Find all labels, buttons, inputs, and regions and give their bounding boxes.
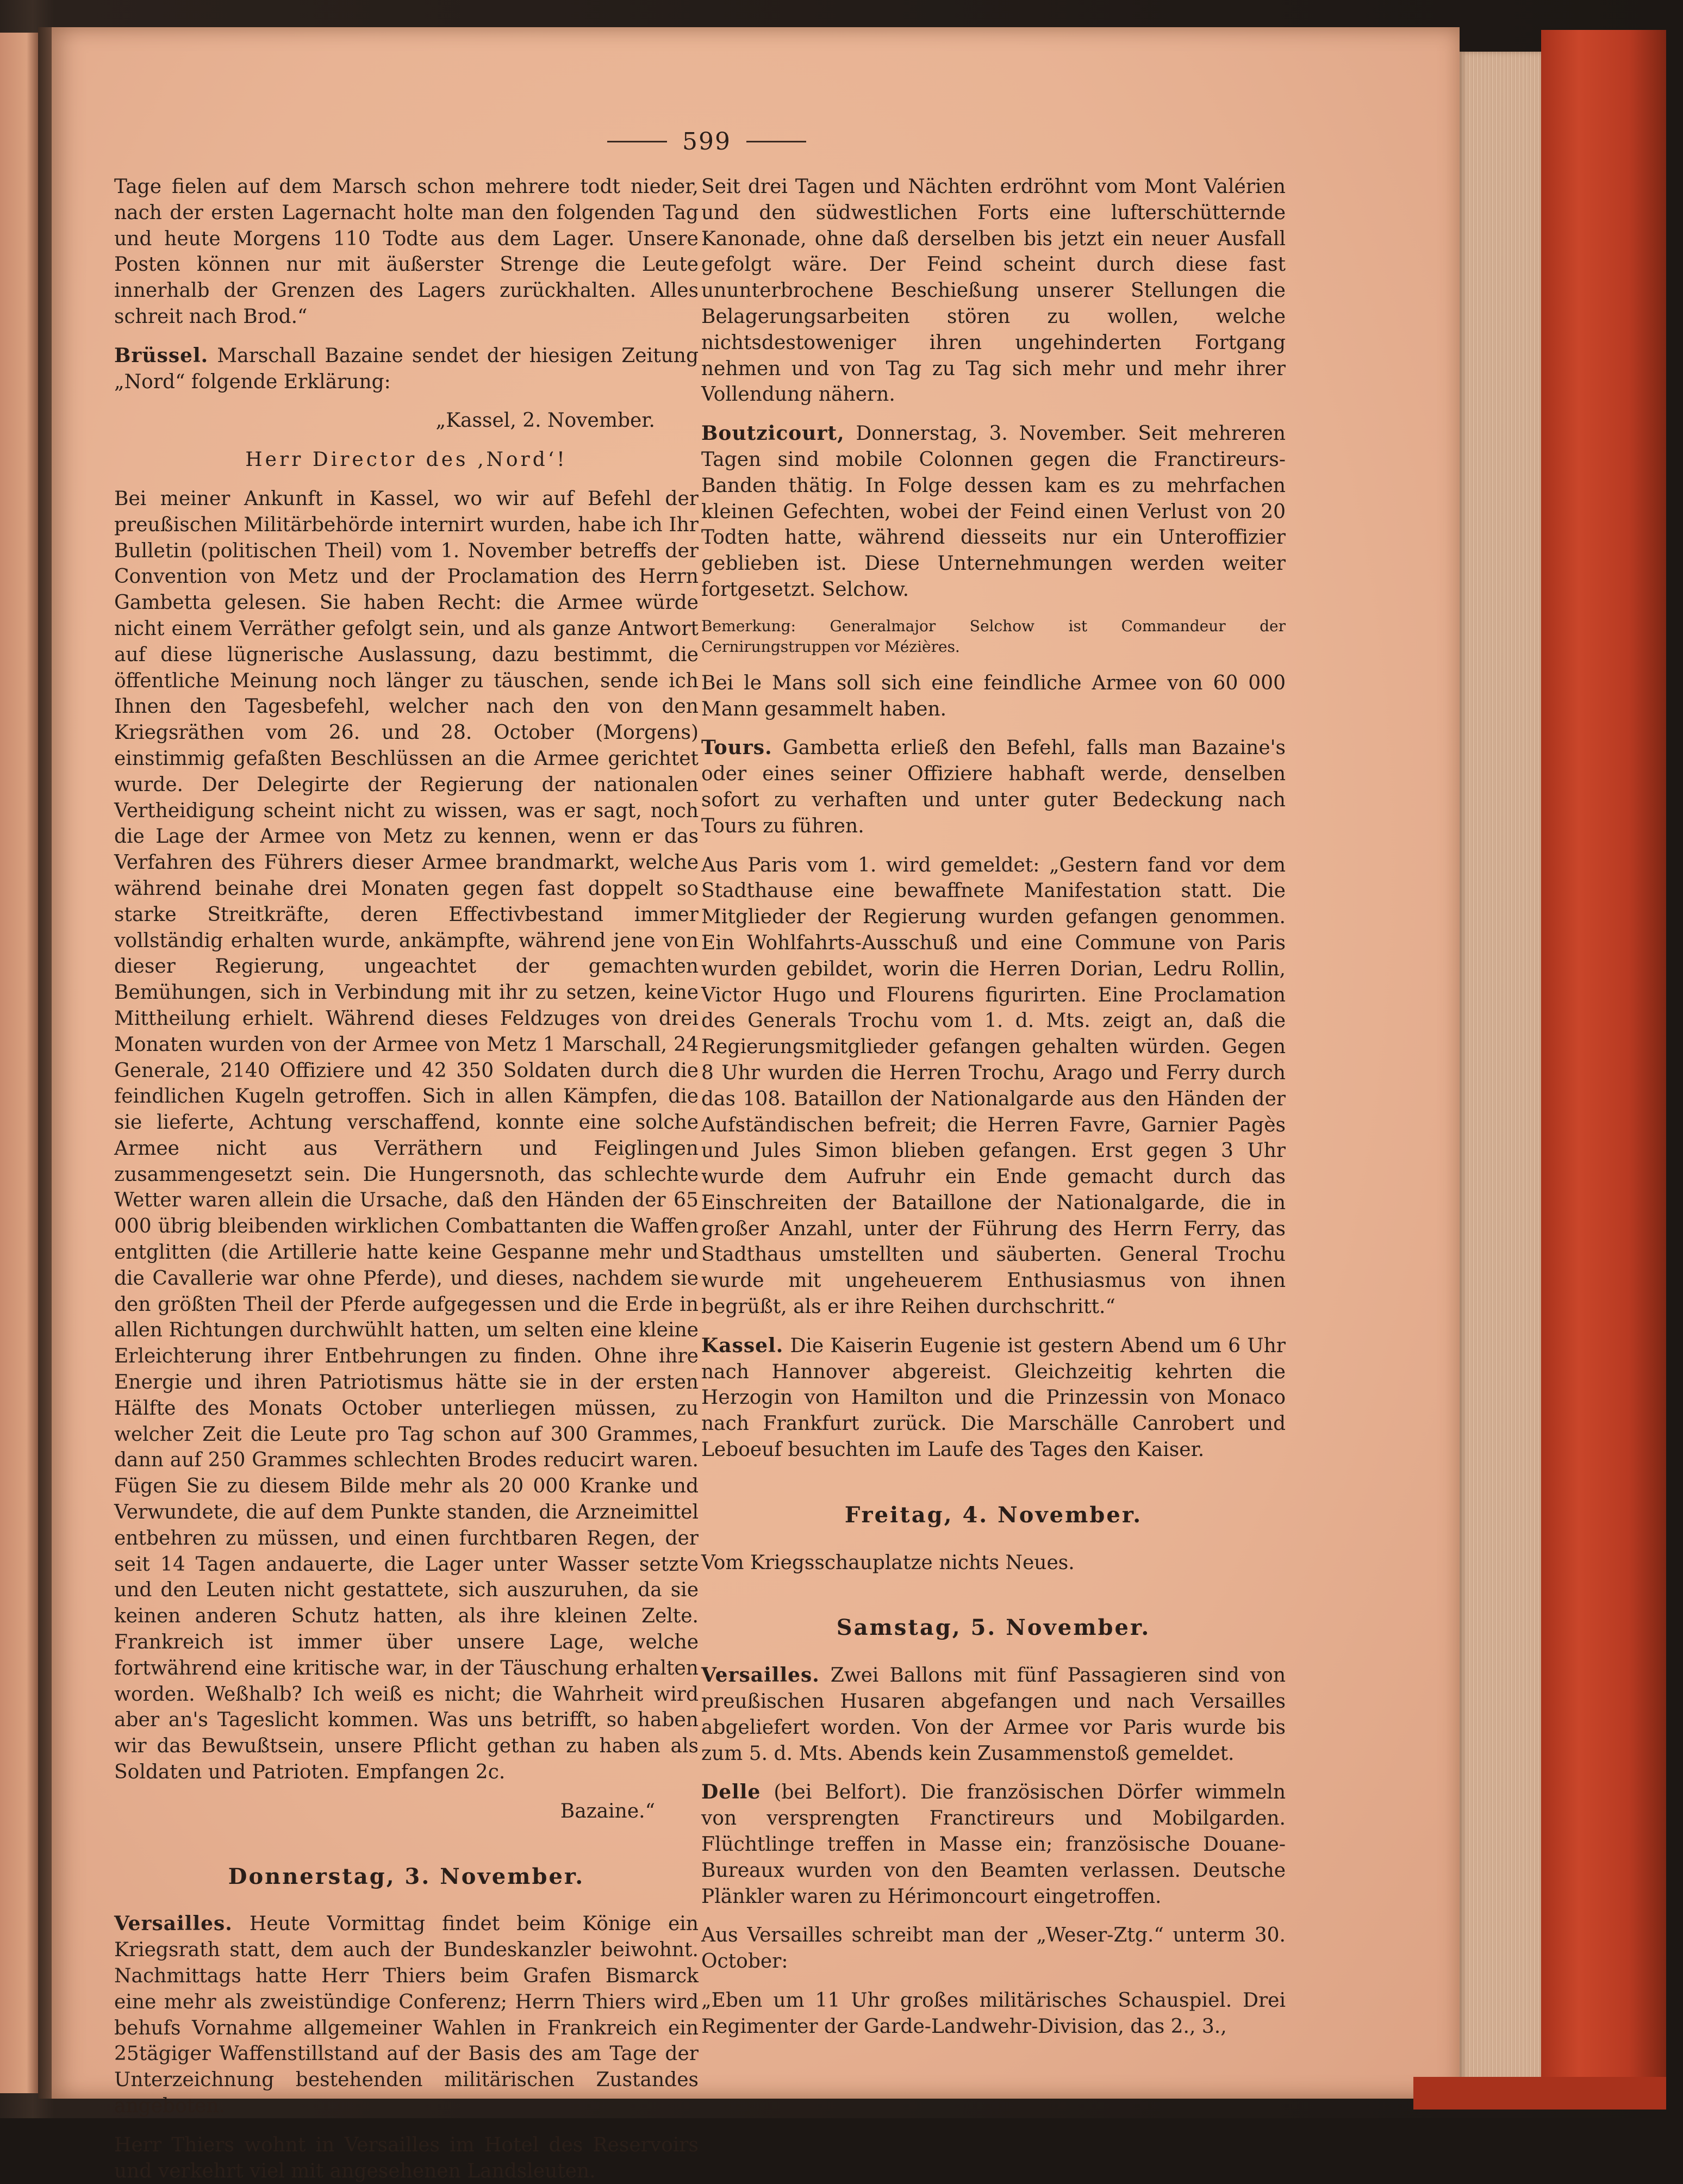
- entry-text: Die Kaiserin Eugenie ist gestern Abend um 6 Uhr nach Hannover abgereist. Gleichzeitig kehrten die Herzogin von Hamilton und die Prinzessin von Monaco nach Frankfurt zurück. Die Marschälle Canrobert und Leboeuf besuchten im Laufe des Tages den Kaiser.: [701, 1334, 1286, 1461]
- book-cover-edge: [1541, 30, 1666, 2101]
- entry-text: Gambetta erließ den Befehl, falls man Bazaine's oder eines seiner Offiziere habhaft werde, denselben sofort zu verhaften und unter guter Bedeckung nach Tours zu führen.: [701, 737, 1286, 837]
- salutation: Herr Director des ‚Nord‘!: [245, 449, 568, 471]
- paragraph: Aus Versailles schreibt man der „Weser-Ztg.“ unterm 30. October:: [701, 1924, 1286, 1973]
- day-heading: Samstag, 5. November.: [836, 1615, 1151, 1641]
- header-rule-left: [607, 141, 667, 142]
- book-cover-bottom: [1413, 2077, 1666, 2110]
- paragraph: Bei le Mans soll sich eine feindliche Armee von 60 000 Mann gesammelt haben.: [701, 671, 1286, 720]
- news-entry: [701, 1779, 1286, 1909]
- news-entry: [701, 1333, 1286, 1463]
- previous-page-edge: [0, 33, 38, 2093]
- dateline-place: Delle: [701, 1781, 761, 1804]
- right-text-column: [701, 174, 1286, 2038]
- entry-text: (bei Belfort). Die französischen Dörfer wimmeln von versprengten Franctireurs und Mobilgarden. Flüchtlinge treffen in Masse ein; französische Douane-Bureaux wurden von den Beamten verlassen. Deutsche Plänkler waren zu Hérimoncourt eingetroffen.: [701, 1781, 1286, 1908]
- remark-note: Bemerkung: Generalmajor Selchow ist Commandeur der Cernirungstruppen vor Mézières.: [701, 617, 1286, 656]
- right-aligned-line: Bazaine.“: [560, 1800, 655, 1822]
- paragraph: „Eben um 11 Uhr großes militärisches Schauspiel. Drei Regimenter der Garde-Landwehr-Division, das 2., 3.,: [701, 1989, 1286, 2038]
- dateline-place: Tours.: [701, 736, 772, 760]
- news-entry: [701, 421, 1286, 603]
- header-rule-right: [746, 141, 806, 142]
- entry-text: Heute Vormittag findet beim Könige ein Kriegsrath statt, dem auch der Bundeskanzler beiwohnt. Nachmittags hatte Herr Thiers beim Grafen Bismarck eine mehr als zweistündige Conferenz; Herrn Thiers wird behufs Vornahme allgemeiner Wahlen in Frankreich ein 25tägiger Waffenstillstand auf der Basis des am Tage der Unterzeichnung bestehenden militärischen Zustandes angeboten.: [114, 1913, 699, 2117]
- news-entry: [701, 1663, 1286, 1766]
- entry-text: Donnerstag, 3. November. Seit mehreren Tagen sind mobile Colonnen gegen die Franctireurs-Banden thätig. In Folge dessen kam es zu mehrfachen kleinen Gefechten, wobei der Feind einen Verlust von 20 Todten hatte, während diesseits nur ein Unteroffizier geblieben ist. Diese Unternehmungen werden weiter fortgesetzt. Selchow.: [701, 422, 1286, 601]
- paragraph: Herr Thiers wohnt in Versailles im Hotel des Reservoirs und verkehrt viel mit angesehenen Landsleuten.: [114, 2133, 699, 2182]
- dateline-place: Kassel.: [701, 1334, 784, 1357]
- dateline-place: Boutzicourt,: [701, 422, 845, 445]
- page-block-edges: [1460, 52, 1541, 2085]
- paragraph: Aus Paris vom 1. wird gemeldet: „Gestern fand vor dem Stadthause eine bewaffnete Manifestation statt. Die Mitglieder der Regierung wurden gefangen genommen. Ein Wohlfahrts-Ausschuß und eine Commune von Paris wurden gebildet, worin die Herren Dorian, Ledru Rollin, Victor Hugo und Flourens figurirten. Eine Proclamation des Generals Trochu vom 1. d. Mts. zeigt an, daß die Regierungsmitglieder gefangen gehalten würden. Gegen 8 Uhr wurden die Herren Trochu, Arago und Ferry durch das 108. Bataillon der Nationalgarde aus den Händen der Aufständischen befreit; die Herren Favre, Garnier Pagès und Jules Simon blieben gefangen. Erst gegen 3 Uhr wurde dem Aufruhr ein Ende gemacht durch das Einschreiten der Bataillone der Nationalgarde, die in großer Anzahl, unter der Führung des Herrn Ferry, das Stadthaus umstellten und säuberten. General Trochu wurde mit ungeheuerem Enthusiasmus von ihnen begrüßt, als er ihre Reihen durchschritt.“: [701, 854, 1286, 1318]
- entry-text: Zwei Ballons mit fünf Passagieren sind von preußischen Husaren abgefangen und nach Versailles abgeliefert worden. Von der Armee vor Paris wurde bis zum 5. d. Mts. Abends kein Zusammenstoß gemeldet.: [701, 1664, 1286, 1765]
- page-number: 599: [682, 127, 731, 155]
- dateline-place: Brüssel.: [114, 344, 209, 367]
- paragraph: Vom Kriegsschauplatze nichts Neues.: [701, 1551, 1075, 1574]
- day-heading: Donnerstag, 3. November.: [228, 1863, 585, 1889]
- news-entry: [114, 1911, 699, 2119]
- dateline-place: Versailles.: [114, 1912, 233, 1936]
- left-text-column: [114, 174, 699, 2182]
- entry-text: Marschall Bazaine sendet der hiesigen Zeitung „Nord“ folgende Erklärung:: [114, 344, 699, 393]
- dateline-place: Versailles.: [701, 1664, 820, 1687]
- paragraph: Seit drei Tagen und Nächten erdröhnt vom Mont Valérien und den südwestlichen Forts eine lufterschütternde Kanonade, ohne daß derselben bis jetzt ein neuer Ausfall gefolgt wäre. Der Feind scheint durch diese fast ununterbrochene Beschießung unserer Stellungen die Belagerungsarbeiten stören zu wollen, welche nichtsdestoweniger ihren ungehinderten Fortgang nehmen und von Tag zu Tag sich mehr und mehr ihrer Vollendung nähern.: [701, 176, 1286, 406]
- page-header: [571, 120, 843, 163]
- paragraph: Bei meiner Ankunft in Kassel, wo wir auf Befehl der preußischen Militärbehörde internirt wurden, habe ich Ihr Bulletin (politischen Theil) vom 1. November betreffs der Convention von Metz und der Proclamation des Herrn Gambetta gelesen. Sie haben Recht: die Armee würde nicht einem Verräther gefolgt sein, und als ganze Antwort auf diese lügnerische Auslassung, dazu bestimmt, die öffentliche Meinung noch länger zu täuschen, sende ich Ihnen den Tagesbefehl, welcher nach den von den Kriegsräthen vom 26. und 28. October (Morgens) einstimmig gefaßten Beschlüssen an die Armee gerichtet wurde. Der Delegirte der Regierung der nationalen Vertheidigung scheint nicht zu wissen, was er sagt, noch die Lage der Armee von Metz zu kennen, wenn er das Verfahren des Führers dieser Armee brandmarkt, welche während beinahe drei Monaten gegen fast doppelt so starke Streitkräfte, deren Effectivbestand immer vollständig erhalten wurde, ankämpfte, während jene von dieser Regierung, ungeachtet der gemachten Bemühungen, sich in Verbindung mit ihr zu setzen, keine Mittheilung erhielt. Während dieses Feldzuges von drei Monaten wurden von der Armee von Metz 1 Marschall, 24 Generale, 2140 Offiziere und 42 350 Soldaten durch die feindlichen Kugeln getroffen. Sich in allen Kämpfen, die sie lieferte, Achtung verschaffend, konnte eine solche Armee nicht aus Verräthern und Feiglingen zusammengesetzt sein. Die Hungersnoth, das schlechte Wetter waren allein die Ursache, daß den Händen der 65 000 übrig bleibenden wirklichen Combattanten die Waffen entglitten (die Artillerie hatte keine Gespanne mehr und die Cavallerie war ohne Pferde), und dieses, nachdem sie den größten Theil der Pferde aufgegessen und die Erde in allen Richtungen durchwühlt hatten, um selten eine kleine Erleichterung ihrer Entbehrungen zu finden. Ohne ihre Energie und ihren Patriotismus hätte sie in der ersten Hälfte des Monats October unterliegen müssen, zu welcher Zeit die Leute pro Tag schon auf 300 Grammes, dann auf 250 Grammes schlechten Brodes reducirt waren. Fügen Sie zu diesem Bilde mehr als 20 000 Kranke und Verwundete, die auf dem Punkte standen, die Arzneimittel entbehren zu müssen, und einen furchtbaren Regen, der seit 14 Tagen andauerte, die Lager unter Wasser setzte und den Leuten nicht gestattete, sich auszuruhen, da sie keinen anderen Schutz hatten, als ihre kleinen Zelte. Frankreich ist immer über unsere Lage, welche fortwährend eine kritische war, in der Täuschung erhalten worden. Weßhalb? Ich weiß es nicht; die Wahrheit wird aber an's Tageslicht kommen. Was uns betrifft, so haben wir das Bewußtsein, unsere Pflicht gethan zu haben als Soldaten und Patrioten. Empfangen 2c.: [114, 487, 699, 1784]
- paragraph: Tage fielen auf dem Marsch schon mehrere todt nieder, nach der ersten Lagernacht holte man den folgenden Tag und heute Morgens 110 Todte aus dem Lager. Unsere Posten können nur mit äußerster Strenge die Leute innerhalb der Grenzen des Lagers zurückhalten. Alles schreit nach Brod.“: [114, 176, 699, 328]
- day-heading: Freitag, 4. November.: [844, 1502, 1143, 1528]
- right-aligned-line: „Kassel, 2. November.: [435, 409, 655, 432]
- news-entry: [114, 343, 699, 395]
- news-entry: [701, 735, 1286, 839]
